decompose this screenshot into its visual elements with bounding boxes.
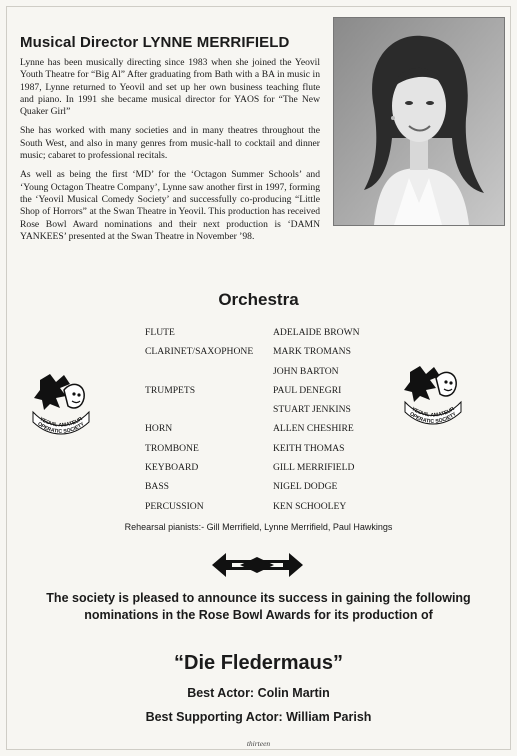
- rose-bowl-announcement: The society is pleased to announce its success in gaining the following nominations in the Rose Bowl Awards for its production of: [46, 591, 471, 622]
- musician-name: GILL MERRIFIELD: [273, 462, 355, 474]
- crest-line-1: YEOVIL AMATEUR: [410, 406, 456, 419]
- award-nomination: Best Supporting Actor: William Parish: [145, 710, 372, 724]
- crest-line-1: YEOVIL AMATEUR: [38, 416, 84, 429]
- bio-paragraph: She has worked with many societies and in many theatres throughout the South West, and also in many genres from music-hall to cocktail and dinner music; cabaret to professional recitals.: [20, 125, 320, 162]
- director-portrait-photo: [333, 17, 505, 226]
- society-crest-logo: [30, 370, 92, 438]
- musician-name: PAUL DENEGRI: [273, 384, 342, 396]
- instrument-label: BASS: [145, 481, 169, 493]
- musician-name: MARK TROMANS: [273, 346, 351, 358]
- musician-name: KEN SCHOOLEY: [273, 500, 347, 512]
- director-biography: [20, 57, 320, 250]
- crest-line-2: OPERATIC SOCIETY: [36, 421, 86, 435]
- instrument-label: KEYBOARD: [145, 462, 199, 474]
- instrument-label: TRUMPETS: [145, 384, 196, 396]
- orchestra-heading: Orchestra: [218, 290, 299, 309]
- award-nomination: Best Actor: Colin Martin: [187, 686, 330, 700]
- musician-name: NIGEL DODGE: [273, 481, 338, 493]
- musician-name: STUART JENKINS: [273, 404, 351, 416]
- musician-name: KEITH THOMAS: [273, 442, 345, 454]
- portrait-illustration: [334, 18, 504, 225]
- instrument-label: CLARINET/SAXOPHONE: [145, 346, 254, 358]
- instrument-label: HORN: [145, 423, 173, 435]
- director-heading: Musical Director LYNNE MERRIFIELD: [20, 34, 290, 51]
- rehearsal-pianists: Rehearsal pianists:- Gill Merrifield, Lynne Merrifield, Paul Hawkings: [124, 522, 393, 532]
- bio-paragraph: Lynne has been musically directing since 1983 when she joined the Yeovil Youth Theatre for “Big Al” After graduating from Bath with a BA in music in 1987, Lynne returned to Yeovil and set up her own business teaching flute and piano. In 1991 she became musical director for YAOS for “The New Quaker Girl”: [20, 57, 320, 118]
- society-crest-logo: [402, 360, 464, 428]
- musician-name: ADELAIDE BROWN: [273, 327, 360, 338]
- divider-ornament: [210, 551, 305, 579]
- instrument-label: FLUTE: [145, 327, 175, 338]
- instrument-label: PERCUSSION: [145, 500, 204, 512]
- bio-paragraph: As well as being the first ‘MD’ for the ‘Octagon Summer Schools’ and ‘Young Octagon Theatre Company’, Lynne saw another first in 1997, forming the ‘Yeovil Musical Comedy Society’ and successfully co-producing “Little Shop of Horrors” at the Swan Theatre in Yeovil. This production has received Rose Bowl Award nominations and their next production is ‘DAMN YANKEES’ presented at the Swan Theatre in November ’98.: [20, 169, 320, 242]
- production-title: “Die Fledermaus”: [174, 652, 343, 674]
- musician-name: JOHN BARTON: [273, 365, 339, 377]
- page-number: thirteen: [246, 739, 271, 748]
- musician-name: ALLEN CHESHIRE: [273, 423, 354, 435]
- instrument-label: TROMBONE: [145, 442, 199, 454]
- crest-line-2: OPERATIC SOCIETY: [408, 411, 458, 425]
